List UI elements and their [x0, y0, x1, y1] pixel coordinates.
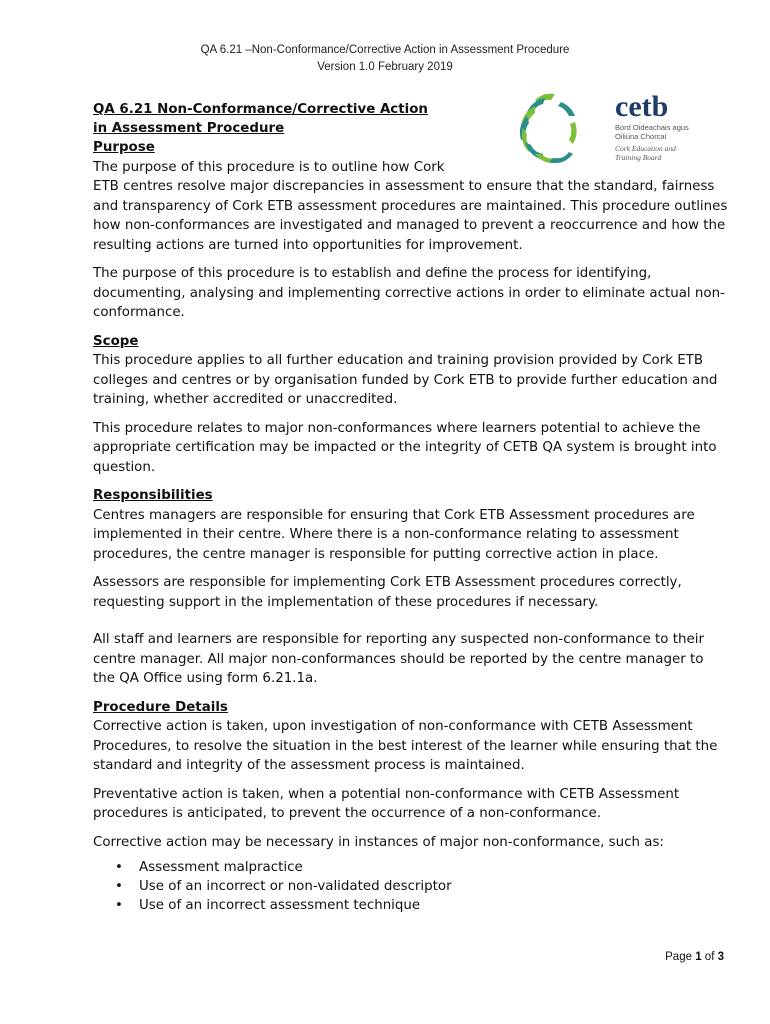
current-page: 1 — [695, 951, 702, 963]
page-label: Page — [665, 951, 692, 963]
page-number — [665, 951, 724, 963]
scope-paragraph-1: This procedure applies to all further education and training provision provided by Cork ETB colleges and centres or by organisation funded by Cork ETB to provide further education and training, whether accredited or unaccredited. — [93, 353, 718, 407]
title-line-2: in Assessment Procedure — [93, 121, 285, 136]
logo-line-4: Training Board — [615, 153, 662, 162]
list-item: • Assessment malpractice — [139, 858, 728, 877]
list-item: • Use of an incorrect assessment technique — [139, 896, 728, 915]
purpose-paragraph-2: The purpose of this procedure is to establish and define the process for identifying, documenting, analysing and implementing corrective actions in order to eliminate actual non-conformance. — [93, 266, 725, 320]
purpose-paragraph-1: ETB centres resolve major discrepancies in assessment to ensure that the standard, fairness and transparency of Cork ETB assessment procedures are maintained. This procedure outlines how non-conformances are investigated and managed to prevent a reoccurrence and how the resulting actions are turned into opportunities for improvement. — [93, 179, 728, 253]
procedure-paragraph-3: Corrective action may be necessary in instances of major non-conformance, such as: — [93, 834, 664, 850]
document-title — [93, 100, 473, 138]
responsibilities-paragraph-2: Assessors are responsible for implementing Cork ETB Assessment procedures correctly, requesting support in the implementation of these procedures if necessary. — [93, 575, 682, 610]
responsibilities-paragraph-1: Centres managers are responsible for ensuring that Cork ETB Assessment procedures are implemented in their centre. Where there is a non-conformance relating to assessment procedures, the centre manager is responsible for putting corrective action in place. — [93, 507, 695, 562]
purpose-paragraph-1-start: The purpose of this procedure is to outline how Cork — [93, 159, 445, 175]
responsibilities-heading: Responsibilities — [93, 488, 213, 503]
procedure-paragraph-2: Preventative action is taken, when a potential non-conformance with CETB Assessment procedures is anticipated, to prevent the occurrence of a non-conformance. — [93, 786, 680, 821]
logo-line-2: Oiliúna Chorcaí — [615, 132, 667, 141]
responsibilities-paragraph-3: All staff and learners are responsible for reporting any suspected non-conformance to their centre manager. All major non-conformances should be reported by the centre manager to the QA Office using form 6.21.1a. — [93, 632, 704, 686]
total-pages: 3 — [717, 951, 724, 963]
scope-paragraph-2: This procedure relates to major non-conformances where learners potential to achieve the appropriate certification may be impacted or the integrity of CETB QA system is brought into question. — [93, 420, 717, 475]
document-body — [93, 100, 728, 915]
logo-line-1: Bord Oideachais agus — [615, 123, 689, 132]
running-header-title: QA 6.21 –Non-Conformance/Corrective Action in Assessment Procedure — [200, 44, 570, 56]
logo-line-3: Cork Education and — [615, 144, 676, 153]
running-header-version: Version 1.0 February 2019 — [317, 61, 453, 73]
title-line-1: QA 6.21 Non-Conformance/Corrective Action — [93, 102, 428, 117]
logo-wordmark: cetb — [615, 90, 669, 123]
non-conformance-list — [93, 858, 728, 915]
of-label: of — [704, 951, 715, 963]
procedure-heading: Procedure Details — [93, 699, 228, 715]
procedure-paragraph-1: Corrective action is taken, upon investigation of non-conformance with CETB Assessment Procedures, to resolve the situation in the best interest of the learner while ensuring that the standard and integrity of the assessment process is maintained. — [93, 719, 718, 773]
scope-heading: Scope — [93, 333, 139, 349]
purpose-heading: Purpose — [93, 140, 155, 155]
list-item: • Use of an incorrect or non-validated descriptor — [139, 877, 728, 896]
